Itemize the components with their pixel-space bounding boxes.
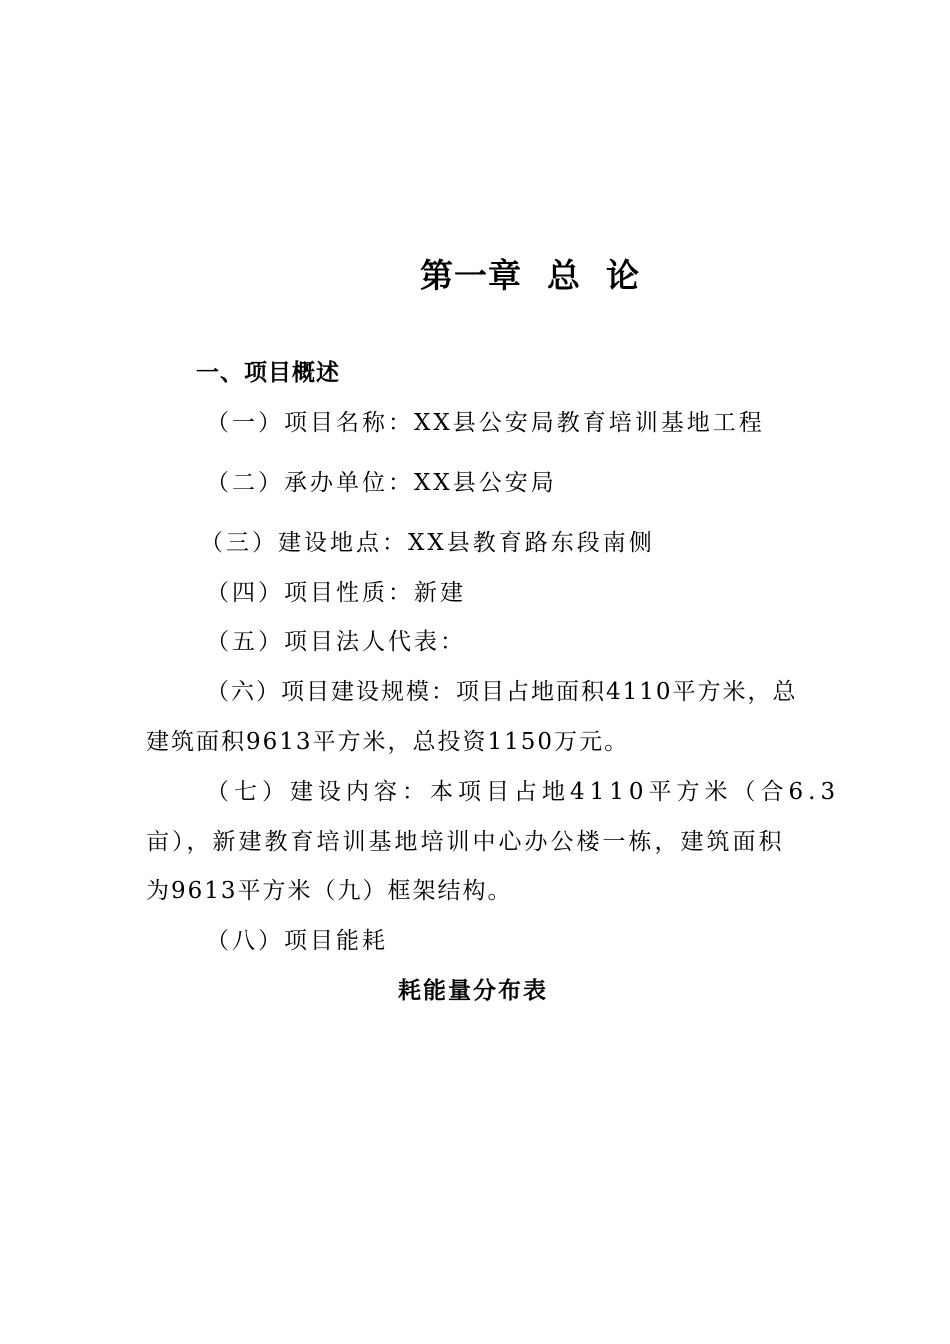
item-project-name (206, 408, 765, 438)
content-line-3: 为9613平方米（九）框架结构。 (146, 878, 513, 904)
chapter-title: 第一章 总 论 (420, 256, 640, 295)
scale-line-2: 建筑面积9613平方米，总投资1150万元。 (146, 729, 630, 755)
section-heading: 一、项目概述 (196, 360, 340, 386)
item-label: （三）建设地点： (200, 530, 408, 556)
scale-line-1: （六）项目建设规模：项目占地面积4110平方米，总 (206, 679, 798, 705)
item-value: XX县公安局 (414, 470, 557, 496)
energy-label: （八）项目能耗 (206, 928, 388, 954)
item-organizer (206, 468, 557, 498)
item-legal-rep (206, 627, 466, 657)
item-label: （一）项目名称： (206, 410, 414, 436)
content-line-2: 亩），新建教育培训基地培训中心办公楼一栋，建筑面积 (146, 829, 785, 855)
item-value: XX县公安局教育培训基地工程 (414, 410, 765, 436)
item-value: XX县教育路东段南侧 (408, 530, 655, 556)
content-line-1: （七）建设内容：本项目占地4110平方米（合6.3 (206, 779, 841, 805)
item-label: （二）承办单位： (206, 470, 414, 496)
item-location (200, 528, 655, 558)
item-label: （四）项目性质： (206, 580, 414, 606)
item-nature (206, 578, 466, 608)
table-title: 耗能量分布表 (398, 978, 548, 1004)
item-value: 新建 (414, 580, 466, 606)
item-label: （五）项目法人代表： (206, 629, 466, 655)
